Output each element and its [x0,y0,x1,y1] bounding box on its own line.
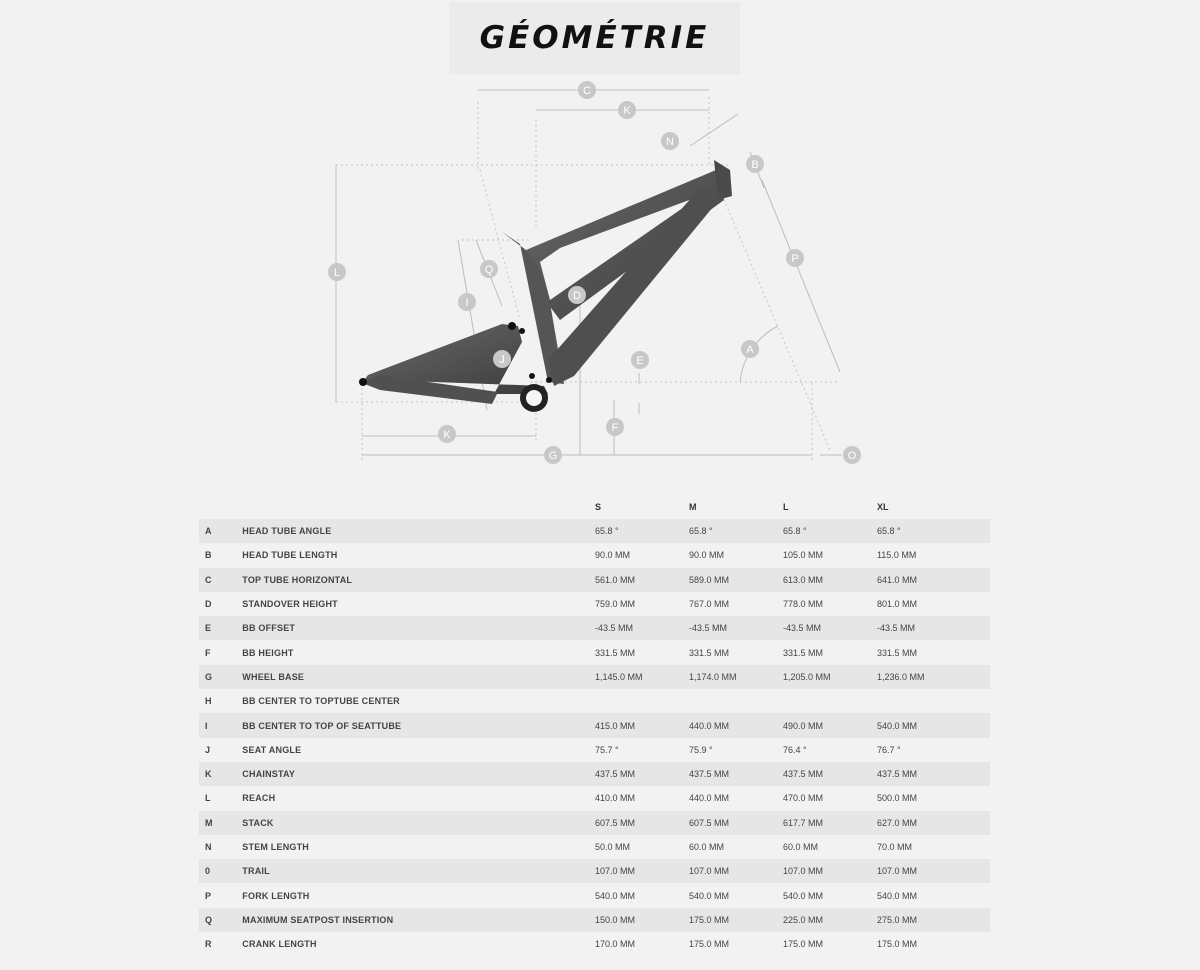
row-value: 540.0 MM [876,890,917,901]
row-value: 331.5 MM [782,647,824,658]
row-label: BB OFFSET [242,623,296,634]
svg-text:N: N [666,136,674,148]
row-label: FORK LENGTH [242,890,310,901]
row-value: 1,145.0 MM [595,671,643,682]
row-label: CHAINSTAY [242,769,296,780]
svg-text:D: D [573,290,581,302]
row-value [877,689,990,713]
table-row [199,762,990,786]
row-value: 65.8 ° [689,526,713,537]
row-value: 50.0 MM [595,842,631,852]
row-value: 607.5 MM [595,817,636,828]
svg-text:G: G [548,450,558,462]
table-row [199,543,990,567]
table-body [199,519,990,956]
svg-text:B: B [751,159,759,171]
row-key: Q [205,914,213,925]
row-value: 540.0 MM [782,890,824,901]
row-value: 175.0 MM [689,914,730,925]
row-label: CRANK LENGTH [242,939,317,950]
row-value: 778.0 MM [782,599,824,610]
row-key: K [205,769,212,780]
label-K [438,425,456,443]
row-value: 150.0 MM [595,914,636,925]
row-label: REACH [242,793,276,804]
row-value: 767.0 MM [689,599,730,610]
row-label: HEAD TUBE LENGTH [242,550,338,561]
size-header: XL [876,502,889,512]
label-M [328,263,346,281]
row-label: BB CENTER TO TOPTUBE CENTER [242,696,400,707]
table-row [199,689,990,713]
row-value: 107.0 MM [782,866,824,877]
row-value: -43.5 MM [782,623,821,634]
row-value: 437.5 MM [595,769,636,780]
row-value: 437.5 MM [689,769,730,780]
svg-text:I: I [465,297,469,309]
size-header: M [689,502,697,512]
label-O [843,446,861,464]
row-label: TRAIL [242,866,270,877]
row-label: BB CENTER TO TOP OF SEATTUBE [242,720,402,731]
row-key: L [205,793,211,804]
row-label: SEAT ANGLE [242,744,302,755]
row-value: 440.0 MM [689,793,730,804]
row-value: 76.4 ° [782,744,807,755]
page-title: GÉOMÉTRIE [479,20,710,56]
label-A [741,340,759,358]
table-row [199,640,990,664]
row-value: 60.0 MM [782,842,818,852]
svg-text:P: P [791,253,799,265]
row-label: STANDOVER HEIGHT [242,599,338,610]
row-key: P [205,890,212,901]
row-value: 1,205.0 MM [782,671,831,682]
row-value: 613.0 MM [782,574,824,585]
row-label: STACK [242,817,274,828]
table-row [199,519,990,543]
table-row [199,859,990,883]
row-label: WHEEL BASE [242,671,305,682]
svg-text:K: K [443,429,451,441]
row-value: 107.0 MM [595,866,636,877]
row-key: D [205,599,212,610]
row-value: -43.5 MM [876,623,915,634]
table-row [199,932,990,956]
label-L [618,101,636,119]
row-value: 589.0 MM [689,574,730,585]
size-header: S [595,502,602,512]
table-row [199,738,990,762]
row-label: BB HEIGHT [242,647,294,658]
row-value: 410.0 MM [595,793,636,804]
table-row [199,883,990,907]
row-value [595,689,689,713]
row-label: TOP TUBE HORIZONTAL [242,574,353,585]
svg-text:O: O [847,450,857,462]
row-value: 76.7 ° [876,744,901,755]
table-row [199,811,990,835]
row-value: 60.0 MM [689,842,725,852]
row-value: 107.0 MM [876,866,917,877]
row-value: -43.5 MM [595,623,634,634]
label-E [631,351,649,369]
row-key: G [205,671,213,682]
row-value: 607.5 MM [689,817,730,828]
row-value: 440.0 MM [689,720,730,731]
label-C [578,81,596,99]
row-value: 437.5 MM [876,769,917,780]
row-value: 70.0 MM [876,842,912,852]
label-B [746,155,764,173]
row-value: 225.0 MM [782,914,824,925]
row-value: 500.0 MM [876,793,917,804]
table-header-row [199,495,990,519]
row-value: 170.0 MM [595,939,636,950]
row-value: 540.0 MM [689,890,730,901]
row-key: C [205,574,212,585]
svg-text:K: K [623,105,631,117]
row-value: 490.0 MM [782,720,824,731]
row-value: 759.0 MM [595,599,636,610]
row-key: H [205,696,212,707]
row-key: E [205,623,212,634]
row-value: 175.0 MM [689,939,730,950]
row-value: 331.5 MM [689,647,730,658]
label-P [786,249,804,267]
table-row [199,568,990,592]
row-key: I [205,720,208,731]
table-row [199,908,990,932]
row-key: R [205,939,212,950]
row-key: A [205,526,212,537]
table-row [199,786,990,810]
row-value: 801.0 MM [876,599,917,610]
label-Q [480,260,498,278]
row-value: 65.8 ° [595,526,619,537]
geometry-diagram [0,0,1200,480]
row-value: 175.0 MM [876,939,917,950]
row-value: 470.0 MM [782,793,824,804]
svg-text:L: L [333,267,341,279]
row-value: 617.7 MM [782,817,824,828]
row-value: 65.8 ° [782,526,807,537]
table-row [199,665,990,689]
table-row [199,835,990,859]
row-label: STEM LENGTH [242,842,309,852]
row-value: 1,236.0 MM [876,671,925,682]
row-value: 75.7 ° [595,744,619,755]
row-value: 107.0 MM [689,866,730,877]
row-value: 65.8 ° [876,526,901,537]
table-row [199,592,990,616]
geometry-table [199,495,990,956]
row-value [689,689,783,713]
row-value: 90.0 MM [689,550,725,561]
row-label: MAXIMUM SEATPOST INSERTION [242,914,394,925]
svg-text:F: F [611,422,619,434]
row-label: HEAD TUBE ANGLE [242,526,332,537]
row-value: 275.0 MM [876,914,917,925]
row-value: 415.0 MM [595,720,636,731]
table-row [199,616,990,640]
row-value: 627.0 MM [876,817,917,828]
row-key: 0 [205,866,211,877]
row-key: M [205,817,213,828]
svg-text:Q: Q [484,264,494,276]
row-key: B [205,550,212,561]
label-N [661,132,679,150]
row-value: 175.0 MM [782,939,824,950]
label-J [493,350,511,368]
row-key: N [205,842,212,852]
label-I [458,293,476,311]
row-value: 561.0 MM [595,574,636,585]
row-value: 331.5 MM [595,647,636,658]
label-F [606,418,624,436]
row-value: 331.5 MM [876,647,917,658]
label-G [544,446,562,464]
svg-text:A: A [746,344,754,356]
row-value: 90.0 MM [595,550,631,561]
bike-frame [359,160,732,412]
row-value: 105.0 MM [782,550,824,561]
row-value: 1,174.0 MM [689,671,737,682]
svg-text:E: E [636,355,644,367]
table-row [199,713,990,737]
row-value: 540.0 MM [876,720,917,731]
row-value [783,689,877,713]
row-key: F [205,647,211,658]
svg-text:C: C [583,85,591,97]
row-value: 437.5 MM [782,769,824,780]
row-value: 75.9 ° [689,744,713,755]
row-key: J [205,744,211,755]
row-value: 115.0 MM [876,550,917,561]
row-value: 540.0 MM [595,890,636,901]
row-value: -43.5 MM [689,623,728,634]
row-value: 641.0 MM [876,574,917,585]
size-header: L [782,502,789,512]
svg-text:J: J [499,354,505,366]
label-D [568,286,586,304]
